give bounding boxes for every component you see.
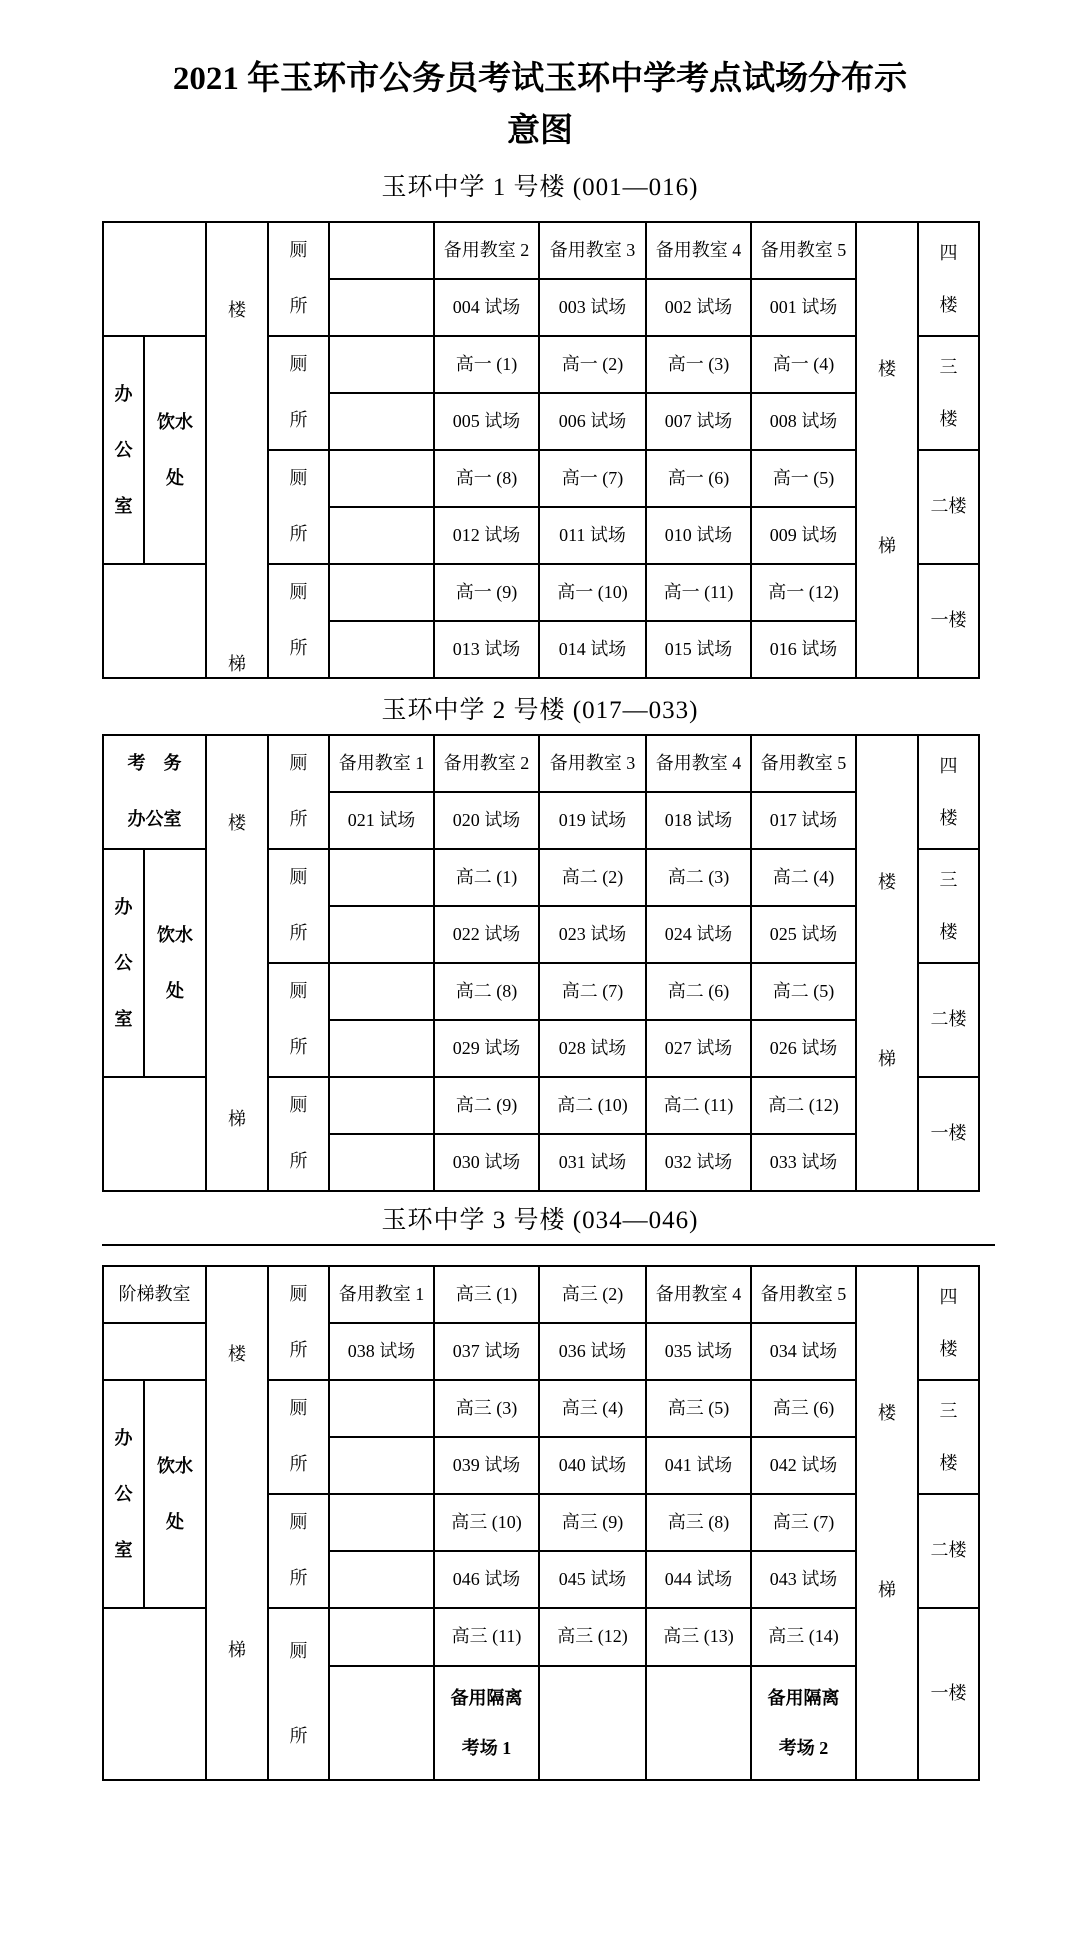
empty-room-cell [329, 1666, 434, 1780]
toilet-lower-label: 所 [289, 1454, 308, 1475]
isolation-room-cell [434, 1666, 539, 1780]
empty-room-cell [329, 393, 434, 450]
room-name-cell: 高一 (2) [539, 336, 646, 393]
exam-number-cell: 016 试场 [751, 621, 856, 678]
stairs-upper-label: 楼 [228, 300, 246, 321]
isolation-room-cell [751, 1666, 856, 1780]
room-name-cell: 高三 (7) [751, 1494, 856, 1551]
room-name-cell: 高二 (3) [646, 849, 751, 906]
toilet-upper-label: 厕 [289, 1095, 308, 1116]
isolation-room-label: 备用隔离考场 1 [450, 1688, 523, 1759]
empty-room-cell [539, 1666, 646, 1780]
drinking-water-cell [144, 1380, 206, 1608]
exam-number-cell: 020 试场 [434, 792, 539, 849]
floor-label-cell [918, 222, 979, 336]
toilet-lower-label: 所 [289, 1037, 308, 1058]
room-name-cell: 高二 (11) [646, 1077, 751, 1134]
room-name-cell: 备用教室 4 [646, 1266, 751, 1323]
room-name-cell: 高三 (1) [434, 1266, 539, 1323]
toilet-lower-label: 所 [289, 1725, 308, 1746]
exam-affairs-line2: 办公室 [127, 809, 182, 830]
blank-area-cell [103, 1608, 206, 1780]
stairwell-left [206, 1266, 268, 1780]
stairs-upper-label: 楼 [878, 359, 896, 380]
toilet-upper-label: 厕 [289, 981, 308, 1002]
empty-room-cell [329, 279, 434, 336]
exam-number-cell: 028 试场 [539, 1020, 646, 1077]
room-name-cell: 备用教室 4 [646, 735, 751, 792]
floor-label-cell [918, 849, 979, 963]
building-3-table [102, 1265, 980, 1781]
toilet-cell [268, 1494, 329, 1608]
empty-room-cell [329, 1608, 434, 1666]
empty-room-cell [329, 336, 434, 393]
building-3-header: 玉环中学 3 号楼 (034—046) [381, 1207, 699, 1234]
room-name-cell: 高一 (3) [646, 336, 751, 393]
lecture-hall-cell: 阶梯教室 [103, 1266, 206, 1323]
floor-label-cell: 一楼 [918, 1077, 979, 1191]
exam-number-cell: 007 试场 [646, 393, 751, 450]
room-name-cell: 高二 (10) [539, 1077, 646, 1134]
exam-number-cell: 037 试场 [434, 1323, 539, 1380]
room-name-cell: 高一 (8) [434, 450, 539, 507]
room-name-cell: 高三 (6) [751, 1380, 856, 1437]
empty-room-cell [329, 1551, 434, 1608]
toilet-cell [268, 564, 329, 678]
room-name-cell: 高三 (13) [646, 1608, 751, 1666]
exam-number-cell: 045 试场 [539, 1551, 646, 1608]
room-name-cell: 高一 (9) [434, 564, 539, 621]
empty-room-cell [329, 849, 434, 906]
toilet-lower-label: 所 [289, 809, 308, 830]
exam-number-cell: 044 试场 [646, 1551, 751, 1608]
exam-number-cell: 001 试场 [751, 279, 856, 336]
exam-number-cell: 013 试场 [434, 621, 539, 678]
exam-number-cell: 025 试场 [751, 906, 856, 963]
toilet-cell [268, 336, 329, 450]
toilet-lower-label: 所 [289, 524, 308, 545]
office-label: 办公室 [114, 1428, 133, 1560]
stairwell-left [206, 222, 268, 678]
exam-number-cell: 012 试场 [434, 507, 539, 564]
exam-number-cell: 038 试场 [329, 1323, 434, 1380]
stairs-upper-label: 楼 [228, 813, 246, 834]
drinking-water-label: 饮水处 [156, 925, 193, 1001]
room-name-cell: 高一 (7) [539, 450, 646, 507]
empty-room-cell [329, 1380, 434, 1437]
toilet-lower-label: 所 [289, 410, 308, 431]
room-name-cell: 高三 (14) [751, 1608, 856, 1666]
toilet-cell [268, 963, 329, 1077]
empty-room-cell [329, 621, 434, 678]
room-name-cell: 高一 (1) [434, 336, 539, 393]
exam-number-cell: 008 试场 [751, 393, 856, 450]
toilet-upper-label: 厕 [289, 1284, 308, 1305]
stairwell-right [856, 735, 918, 1191]
room-name-cell: 高二 (2) [539, 849, 646, 906]
exam-number-cell: 024 试场 [646, 906, 751, 963]
room-name-cell: 高三 (10) [434, 1494, 539, 1551]
office-label: 办公室 [114, 897, 133, 1029]
room-name-cell: 高二 (7) [539, 963, 646, 1020]
stairs-upper-label: 楼 [878, 872, 896, 893]
exam-number-cell: 036 试场 [539, 1323, 646, 1380]
floor-label-cell [918, 1266, 979, 1380]
empty-room-cell [329, 906, 434, 963]
exam-number-cell: 003 试场 [539, 279, 646, 336]
toilet-lower-label: 所 [289, 1151, 308, 1172]
stairwell-right [856, 1266, 918, 1780]
stairs-lower-label: 梯 [878, 1580, 896, 1601]
room-name-cell: 高二 (1) [434, 849, 539, 906]
exam-number-cell: 022 试场 [434, 906, 539, 963]
floor-label: 三楼 [939, 357, 958, 429]
exam-number-cell: 043 试场 [751, 1551, 856, 1608]
page-title-line1: 2021 年玉环市公务员考试玉环中学考点试场分布示 [172, 61, 908, 97]
toilet-upper-label: 厕 [289, 867, 308, 888]
empty-room-cell [329, 507, 434, 564]
room-name-cell: 高三 (4) [539, 1380, 646, 1437]
room-name-cell: 高三 (8) [646, 1494, 751, 1551]
toilet-lower-label: 所 [289, 923, 308, 944]
room-name-cell: 高三 (9) [539, 1494, 646, 1551]
stairs-upper-label: 楼 [228, 1344, 246, 1365]
exam-number-cell: 019 试场 [539, 792, 646, 849]
room-name-cell: 高二 (8) [434, 963, 539, 1020]
exam-number-cell: 009 试场 [751, 507, 856, 564]
room-name-cell: 高一 (4) [751, 336, 856, 393]
room-name-cell: 高三 (11) [434, 1608, 539, 1666]
empty-room-cell [646, 1666, 751, 1780]
room-name-cell: 备用教室 4 [646, 222, 751, 279]
toilet-upper-label: 厕 [289, 582, 308, 603]
stairwell-right [856, 222, 918, 678]
empty-room-cell [329, 963, 434, 1020]
exam-number-cell: 046 试场 [434, 1551, 539, 1608]
empty-room-cell [329, 1494, 434, 1551]
exam-number-cell: 039 试场 [434, 1437, 539, 1494]
room-name-cell: 高一 (5) [751, 450, 856, 507]
toilet-lower-label: 所 [289, 1340, 308, 1361]
exam-number-cell: 011 试场 [539, 507, 646, 564]
office-cell [103, 849, 144, 1077]
exam-number-cell: 040 试场 [539, 1437, 646, 1494]
room-name-cell: 备用教室 2 [434, 222, 539, 279]
toilet-cell [268, 1266, 329, 1380]
empty-room-cell [329, 1437, 434, 1494]
empty-room-cell [329, 564, 434, 621]
document-page [102, 53, 978, 1781]
toilet-lower-label: 所 [289, 296, 308, 317]
toilet-cell [268, 222, 329, 336]
floor-label: 四楼 [939, 243, 958, 315]
drinking-water-cell [144, 336, 206, 564]
toilet-upper-label: 厕 [289, 354, 308, 375]
office-cell [103, 336, 144, 564]
exam-number-cell: 032 试场 [646, 1134, 751, 1191]
floor-label: 三楼 [939, 1401, 958, 1473]
room-name-cell: 备用教室 5 [751, 1266, 856, 1323]
stairs-lower-label: 梯 [878, 536, 896, 557]
room-name-cell: 备用教室 5 [751, 735, 856, 792]
toilet-upper-label: 厕 [289, 468, 308, 489]
drinking-water-label: 饮水处 [156, 412, 193, 488]
exam-number-cell: 018 试场 [646, 792, 751, 849]
room-name-cell: 高一 (12) [751, 564, 856, 621]
room-name-cell: 备用教室 1 [329, 735, 434, 792]
room-name-cell: 高一 (10) [539, 564, 646, 621]
blank-area-cell [103, 1323, 206, 1380]
exam-affairs-office-cell [103, 735, 206, 849]
drinking-water-cell [144, 849, 206, 1077]
building-2-header: 玉环中学 2 号楼 (017—033) [381, 697, 699, 724]
room-name-cell: 备用教室 5 [751, 222, 856, 279]
toilet-cell [268, 735, 329, 849]
toilet-cell [268, 1608, 329, 1780]
page-title-line2: 意图 [507, 113, 573, 149]
room-name-cell: 高一 (6) [646, 450, 751, 507]
toilet-upper-label: 厕 [289, 1398, 308, 1419]
floor-label-cell: 二楼 [918, 1494, 979, 1608]
floor-label-cell: 一楼 [918, 564, 979, 678]
office-label: 办公室 [114, 384, 133, 516]
exam-number-cell: 004 试场 [434, 279, 539, 336]
toilet-upper-label: 厕 [289, 1640, 308, 1661]
stairs-upper-label: 楼 [878, 1403, 896, 1424]
exam-number-cell: 027 试场 [646, 1020, 751, 1077]
exam-number-cell: 005 试场 [434, 393, 539, 450]
exam-number-cell: 002 试场 [646, 279, 751, 336]
empty-room-cell [329, 1134, 434, 1191]
floor-label-cell [918, 735, 979, 849]
room-name-cell: 高三 (5) [646, 1380, 751, 1437]
toilet-cell [268, 450, 329, 564]
exam-number-cell: 035 试场 [646, 1323, 751, 1380]
toilet-lower-label: 所 [289, 638, 308, 659]
stairs-lower-label: 梯 [228, 1640, 246, 1661]
exam-number-cell: 006 试场 [539, 393, 646, 450]
page-title [102, 53, 978, 157]
toilet-cell [268, 1077, 329, 1191]
exam-number-cell: 010 试场 [646, 507, 751, 564]
building-2-table [102, 734, 980, 1192]
toilet-upper-label: 厕 [289, 1512, 308, 1533]
blank-area-cell [103, 1077, 206, 1191]
floor-label-cell [918, 336, 979, 450]
floor-label: 四楼 [939, 1287, 958, 1359]
empty-room-cell [329, 450, 434, 507]
exam-number-cell: 021 试场 [329, 792, 434, 849]
stairs-lower-label: 梯 [228, 1109, 246, 1130]
exam-number-cell: 041 试场 [646, 1437, 751, 1494]
empty-room-cell [329, 222, 434, 279]
exam-number-cell: 031 试场 [539, 1134, 646, 1191]
floor-label-cell: 二楼 [918, 963, 979, 1077]
floor-label-cell: 一楼 [918, 1608, 979, 1780]
divider-line [102, 1244, 995, 1246]
exam-number-cell: 034 试场 [751, 1323, 856, 1380]
exam-number-cell: 026 试场 [751, 1020, 856, 1077]
floor-label-cell: 二楼 [918, 450, 979, 564]
exam-number-cell: 015 试场 [646, 621, 751, 678]
floor-label: 三楼 [939, 870, 958, 942]
toilet-upper-label: 厕 [289, 753, 308, 774]
toilet-cell [268, 849, 329, 963]
toilet-lower-label: 所 [289, 1568, 308, 1589]
room-name-cell: 备用教室 3 [539, 222, 646, 279]
building-1-header: 玉环中学 1 号楼 (001—016) [381, 174, 699, 201]
room-name-cell: 备用教室 3 [539, 735, 646, 792]
room-name-cell: 备用教室 2 [434, 735, 539, 792]
room-name-cell: 高一 (11) [646, 564, 751, 621]
room-name-cell: 高三 (3) [434, 1380, 539, 1437]
room-name-cell: 高三 (2) [539, 1266, 646, 1323]
exam-number-cell: 017 试场 [751, 792, 856, 849]
stairs-lower-label: 梯 [228, 654, 246, 675]
room-name-cell: 高二 (5) [751, 963, 856, 1020]
room-name-cell: 高二 (6) [646, 963, 751, 1020]
floor-label: 四楼 [939, 756, 958, 828]
building-1-table [102, 221, 980, 679]
exam-number-cell: 029 试场 [434, 1020, 539, 1077]
stairwell-left [206, 735, 268, 1191]
empty-room-cell [329, 1077, 434, 1134]
room-name-cell: 高二 (9) [434, 1077, 539, 1134]
toilet-cell [268, 1380, 329, 1494]
blank-area-cell [103, 222, 206, 336]
blank-area-cell [103, 564, 206, 678]
drinking-water-label: 饮水处 [156, 1456, 193, 1532]
toilet-upper-label: 厕 [289, 240, 308, 261]
exam-number-cell: 023 试场 [539, 906, 646, 963]
exam-number-cell: 014 试场 [539, 621, 646, 678]
exam-number-cell: 030 试场 [434, 1134, 539, 1191]
exam-number-cell: 042 试场 [751, 1437, 856, 1494]
room-name-cell: 高二 (12) [751, 1077, 856, 1134]
room-name-cell: 高二 (4) [751, 849, 856, 906]
room-name-cell: 备用教室 1 [329, 1266, 434, 1323]
empty-room-cell [329, 1020, 434, 1077]
office-cell [103, 1380, 144, 1608]
room-name-cell: 高三 (12) [539, 1608, 646, 1666]
floor-label-cell [918, 1380, 979, 1494]
stairs-lower-label: 梯 [878, 1049, 896, 1070]
exam-number-cell: 033 试场 [751, 1134, 856, 1191]
isolation-room-label: 备用隔离考场 2 [767, 1688, 840, 1759]
exam-affairs-line1: 考 务 [127, 753, 182, 774]
